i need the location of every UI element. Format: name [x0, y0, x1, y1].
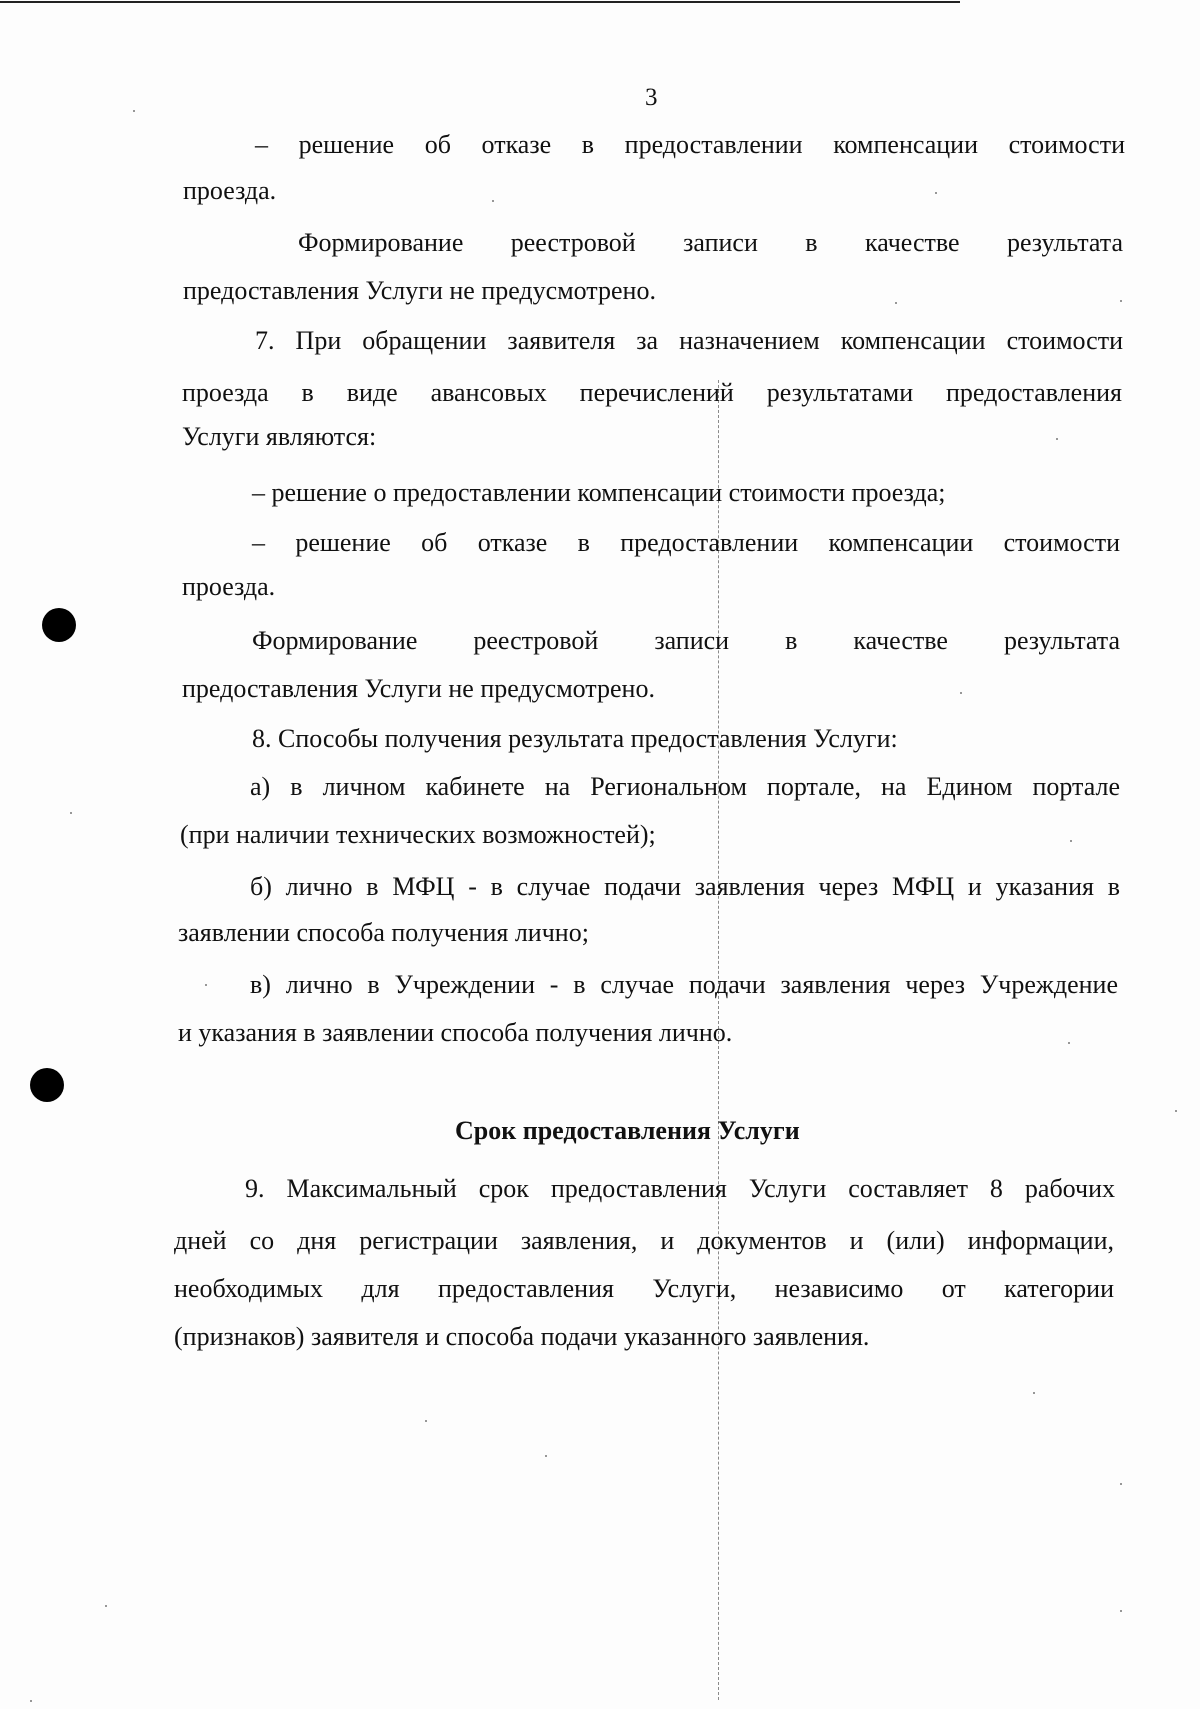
scan-top-edge [0, 1, 960, 3]
scan-speck [133, 110, 135, 112]
text-line: – решение об отказе в предоставлении компенсации стоимости [252, 528, 1120, 557]
scan-speck [70, 812, 72, 814]
text-line: Формирование реестровой записи в качестве результата [252, 626, 1120, 655]
text-line: 7. При обращении заявителя за назначением компенсации стоимости [255, 326, 1123, 355]
text-line: в) лично в Учреждении - в случае подачи заявления через Учреждение [250, 970, 1118, 999]
scan-speck [960, 692, 962, 694]
scan-speck [1056, 438, 1058, 440]
text-line: 8. Способы получения результата предоставления Услуги: [252, 724, 898, 753]
scan-speck [1120, 1610, 1122, 1612]
scan-speck [895, 302, 897, 304]
text-line: Услуги являются: [182, 422, 377, 451]
binder-hole-upper [42, 608, 76, 642]
scan-speck [205, 984, 207, 986]
text-line: проезда в виде авансовых перечислений результатами предоставления [182, 378, 1122, 407]
scan-speck [935, 192, 937, 194]
text-line: предоставления Услуги не предусмотрено. [183, 276, 656, 305]
text-line: и указания в заявлении способа получения лично. [178, 1018, 733, 1047]
scan-speck [1033, 1392, 1035, 1394]
text-line: предоставления Услуги не предусмотрено. [182, 674, 655, 703]
scan-speck [425, 1420, 427, 1422]
text-line: (при наличии технических возможностей); [180, 820, 656, 849]
text-line: дней со дня регистрации заявления, и документов и (или) информации, [174, 1226, 1114, 1255]
text-line: – решение об отказе в предоставлении компенсации стоимости [255, 130, 1125, 159]
scan-speck [1175, 1110, 1177, 1112]
text-line: Формирование реестровой записи в качестве результата [298, 228, 1123, 257]
text-line: (признаков) заявителя и способа подачи указанного заявления. [174, 1322, 870, 1351]
scan-speck [30, 1700, 32, 1702]
text-line: проезда. [183, 176, 277, 205]
scan-speck [492, 200, 494, 202]
text-line: – решение о предоставлении компенсации стоимости проезда; [252, 478, 946, 507]
section-heading: Срок предоставления Услуги [455, 1116, 800, 1145]
scan-speck [1120, 300, 1122, 302]
page-number: 3 [645, 84, 658, 111]
text-line: б) лично в МФЦ - в случае подачи заявления через МФЦ и указания в [250, 872, 1120, 901]
text-line: а) в личном кабинете на Региональном портале, на Едином портале [250, 772, 1120, 801]
scan-speck [1070, 840, 1072, 842]
text-line: необходимых для предоставления Услуги, независимо от категории [174, 1274, 1114, 1303]
text-line: заявлении способа получения лично; [178, 918, 589, 947]
binder-hole-lower [30, 1068, 64, 1102]
text-line: 9. Максимальный срок предоставления Услуги составляет 8 рабочих [245, 1174, 1115, 1203]
text-line: проезда. [182, 572, 276, 601]
scan-speck [1120, 1483, 1122, 1485]
scan-speck [105, 1605, 107, 1607]
scan-speck [1068, 1042, 1070, 1044]
scan-speck [545, 1455, 547, 1457]
